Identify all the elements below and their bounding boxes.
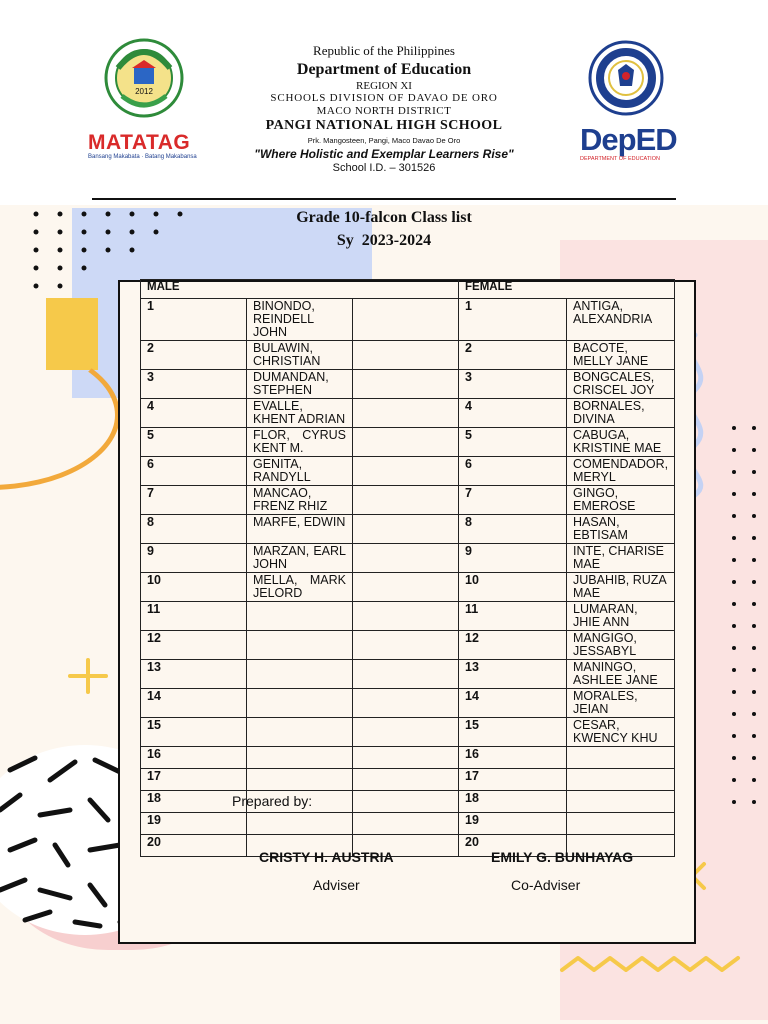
female-student-name: BORNALES, DIVINA [567, 399, 675, 428]
female-row-number: 19 [459, 813, 567, 835]
male-blank-cell [353, 573, 459, 602]
female-student-name: GINGO, EMEROSE [567, 486, 675, 515]
matatag-wordmark: MATATAG [88, 131, 191, 154]
male-student-name [247, 769, 353, 791]
school-motto: "Where Holistic and Exemplar Learners Rise" [254, 147, 514, 161]
male-blank-cell [353, 370, 459, 399]
male-blank-cell [353, 515, 459, 544]
male-blank-cell [353, 602, 459, 631]
table-row [141, 718, 675, 747]
male-column-header: MALE [141, 280, 459, 299]
table-row [141, 769, 675, 791]
table-row [141, 573, 675, 602]
republic-line: Republic of the Philippines [313, 43, 455, 58]
male-row-number: 19 [141, 813, 247, 835]
female-row-number: 20 [459, 835, 567, 857]
male-row-number: 3 [141, 370, 247, 399]
male-row-number: 18 [141, 791, 247, 813]
male-blank-cell [353, 689, 459, 718]
female-row-number: 17 [459, 769, 567, 791]
male-blank-cell [353, 299, 459, 341]
male-student-name [247, 602, 353, 631]
class-list-table [140, 279, 675, 857]
female-row-number: 9 [459, 544, 567, 573]
male-student-name: GENITA, RANDYLL [247, 457, 353, 486]
male-student-name: EVALLE, KHENT ADRIAN [247, 399, 353, 428]
table-row [141, 660, 675, 689]
dot-grid-right [726, 420, 768, 820]
female-row-number: 3 [459, 370, 567, 399]
male-student-name [247, 747, 353, 769]
female-student-name: LUMARAN, JHIE ANN [567, 602, 675, 631]
female-student-name: MANINGO, ASHLEE JANE [567, 660, 675, 689]
male-row-number: 6 [141, 457, 247, 486]
table-row [141, 399, 675, 428]
female-row-number: 15 [459, 718, 567, 747]
male-row-number: 17 [141, 769, 247, 791]
region-line: REGION XI [356, 80, 412, 92]
male-blank-cell [353, 660, 459, 689]
male-student-name: MARZAN, EARL JOHN [247, 544, 353, 573]
male-blank-cell [353, 791, 459, 813]
male-row-number: 15 [141, 718, 247, 747]
female-row-number: 1 [459, 299, 567, 341]
female-student-name [567, 813, 675, 835]
male-student-name: DUMANDAN, STEPHEN [247, 370, 353, 399]
male-student-name: MELLA, MARK JELORD [247, 573, 353, 602]
male-row-number: 12 [141, 631, 247, 660]
male-student-name [247, 689, 353, 718]
male-student-name: MARFE, EDWIN [247, 515, 353, 544]
coadviser-role: Co-Adviser [511, 877, 581, 893]
male-row-number: 9 [141, 544, 247, 573]
school-name: PANGI NATIONAL HIGH SCHOOL [265, 118, 503, 133]
female-row-number: 14 [459, 689, 567, 718]
female-student-name: MANGIGO, JESSABYL [567, 631, 675, 660]
male-blank-cell [353, 544, 459, 573]
male-blank-cell [353, 428, 459, 457]
header-divider [92, 198, 676, 200]
male-blank-cell [353, 747, 459, 769]
male-row-number: 1 [141, 299, 247, 341]
plus-yellow-decoration [66, 656, 110, 696]
male-student-name [247, 813, 353, 835]
class-list-title: Grade 10-falcon Class list [296, 209, 472, 226]
table-row [141, 370, 675, 399]
female-column-header: FEMALE [459, 280, 675, 299]
male-blank-cell [353, 813, 459, 835]
male-student-name [247, 660, 353, 689]
female-student-name: INTE, CHARISE MAE [567, 544, 675, 573]
deped-tagline: DEPARTMENT OF EDUCATION [580, 156, 660, 162]
female-row-number: 7 [459, 486, 567, 515]
male-blank-cell [353, 399, 459, 428]
male-blank-cell [353, 457, 459, 486]
female-student-name: CABUGA, KRISTINE MAE [567, 428, 675, 457]
table-row [141, 457, 675, 486]
district-line: MACO NORTH DISTRICT [316, 105, 452, 117]
female-student-name [567, 769, 675, 791]
female-student-name: COMENDADOR, MERYL [567, 457, 675, 486]
matatag-tagline: Bansang Makabata · Batang Makabansa [88, 154, 197, 160]
table-row [141, 341, 675, 370]
female-row-number: 4 [459, 399, 567, 428]
male-row-number: 20 [141, 835, 247, 857]
table-row [141, 689, 675, 718]
male-row-number: 7 [141, 486, 247, 515]
male-student-name: BINONDO, REINDELL JOHN [247, 299, 353, 341]
female-student-name: BONGCALES, CRISCEL JOY [567, 370, 675, 399]
female-row-number: 12 [459, 631, 567, 660]
male-student-name: BULAWIN, CHRISTIAN [247, 341, 353, 370]
female-student-name: JUBAHIB, RUZA MAE [567, 573, 675, 602]
table-row [141, 299, 675, 341]
prepared-by-label: Prepared by: [232, 793, 313, 809]
zigzag-yellow-decoration [558, 950, 748, 980]
table-row [141, 544, 675, 573]
male-blank-cell [353, 341, 459, 370]
female-student-name: CESAR, KWENCY KHU [567, 718, 675, 747]
female-row-number: 16 [459, 747, 567, 769]
male-row-number: 14 [141, 689, 247, 718]
table-header-row [141, 280, 675, 299]
female-student-name [567, 791, 675, 813]
adviser-role: Adviser [313, 877, 360, 893]
female-row-number: 6 [459, 457, 567, 486]
male-blank-cell [353, 631, 459, 660]
female-student-name: BACOTE, MELLY JANE [567, 341, 675, 370]
female-row-number: 18 [459, 791, 567, 813]
male-student-name [247, 631, 353, 660]
male-blank-cell [353, 718, 459, 747]
male-row-number: 10 [141, 573, 247, 602]
female-student-name: ANTIGA, ALEXANDRIA [567, 299, 675, 341]
female-row-number: 10 [459, 573, 567, 602]
female-row-number: 13 [459, 660, 567, 689]
female-row-number: 8 [459, 515, 567, 544]
table-row [141, 791, 675, 813]
female-student-name: HASAN, EBTISAM [567, 515, 675, 544]
table-row [141, 428, 675, 457]
male-row-number: 16 [141, 747, 247, 769]
male-blank-cell [353, 769, 459, 791]
male-row-number: 5 [141, 428, 247, 457]
school-year-title: Sy 2023-2024 [336, 232, 432, 249]
female-student-name: MORALES, JEIAN [567, 689, 675, 718]
table-row [141, 602, 675, 631]
female-row-number: 5 [459, 428, 567, 457]
female-row-number: 11 [459, 602, 567, 631]
male-row-number: 2 [141, 341, 247, 370]
male-row-number: 11 [141, 602, 247, 631]
male-blank-cell [353, 486, 459, 515]
adviser-name: CRISTY H. AUSTRIA [259, 849, 394, 865]
female-row-number: 2 [459, 341, 567, 370]
male-student-name: FLOR, CYRUS KENT M. [247, 428, 353, 457]
male-student-name [247, 718, 353, 747]
table-row [141, 515, 675, 544]
deped-wordmark: DepED [580, 122, 677, 157]
male-row-number: 8 [141, 515, 247, 544]
male-student-name: MANCAO, FRENZ RHIZ [247, 486, 353, 515]
school-id: School I.D. – 301526 [332, 162, 436, 174]
table-row [141, 747, 675, 769]
female-student-name [567, 747, 675, 769]
table-row [141, 813, 675, 835]
male-row-number: 4 [141, 399, 247, 428]
table-row [141, 631, 675, 660]
table-row [141, 486, 675, 515]
school-address: Prk. Mangosteen, Pangi, Maco Davao De Oro [307, 136, 461, 145]
division-line: SCHOOLS DIVISION OF DAVAO DE ORO [270, 92, 498, 104]
seal-year: 2012 [135, 87, 153, 96]
department-line: Department of Education [296, 61, 472, 78]
male-row-number: 13 [141, 660, 247, 689]
coadviser-name: EMILY G. BUNHAYAG [491, 849, 634, 865]
